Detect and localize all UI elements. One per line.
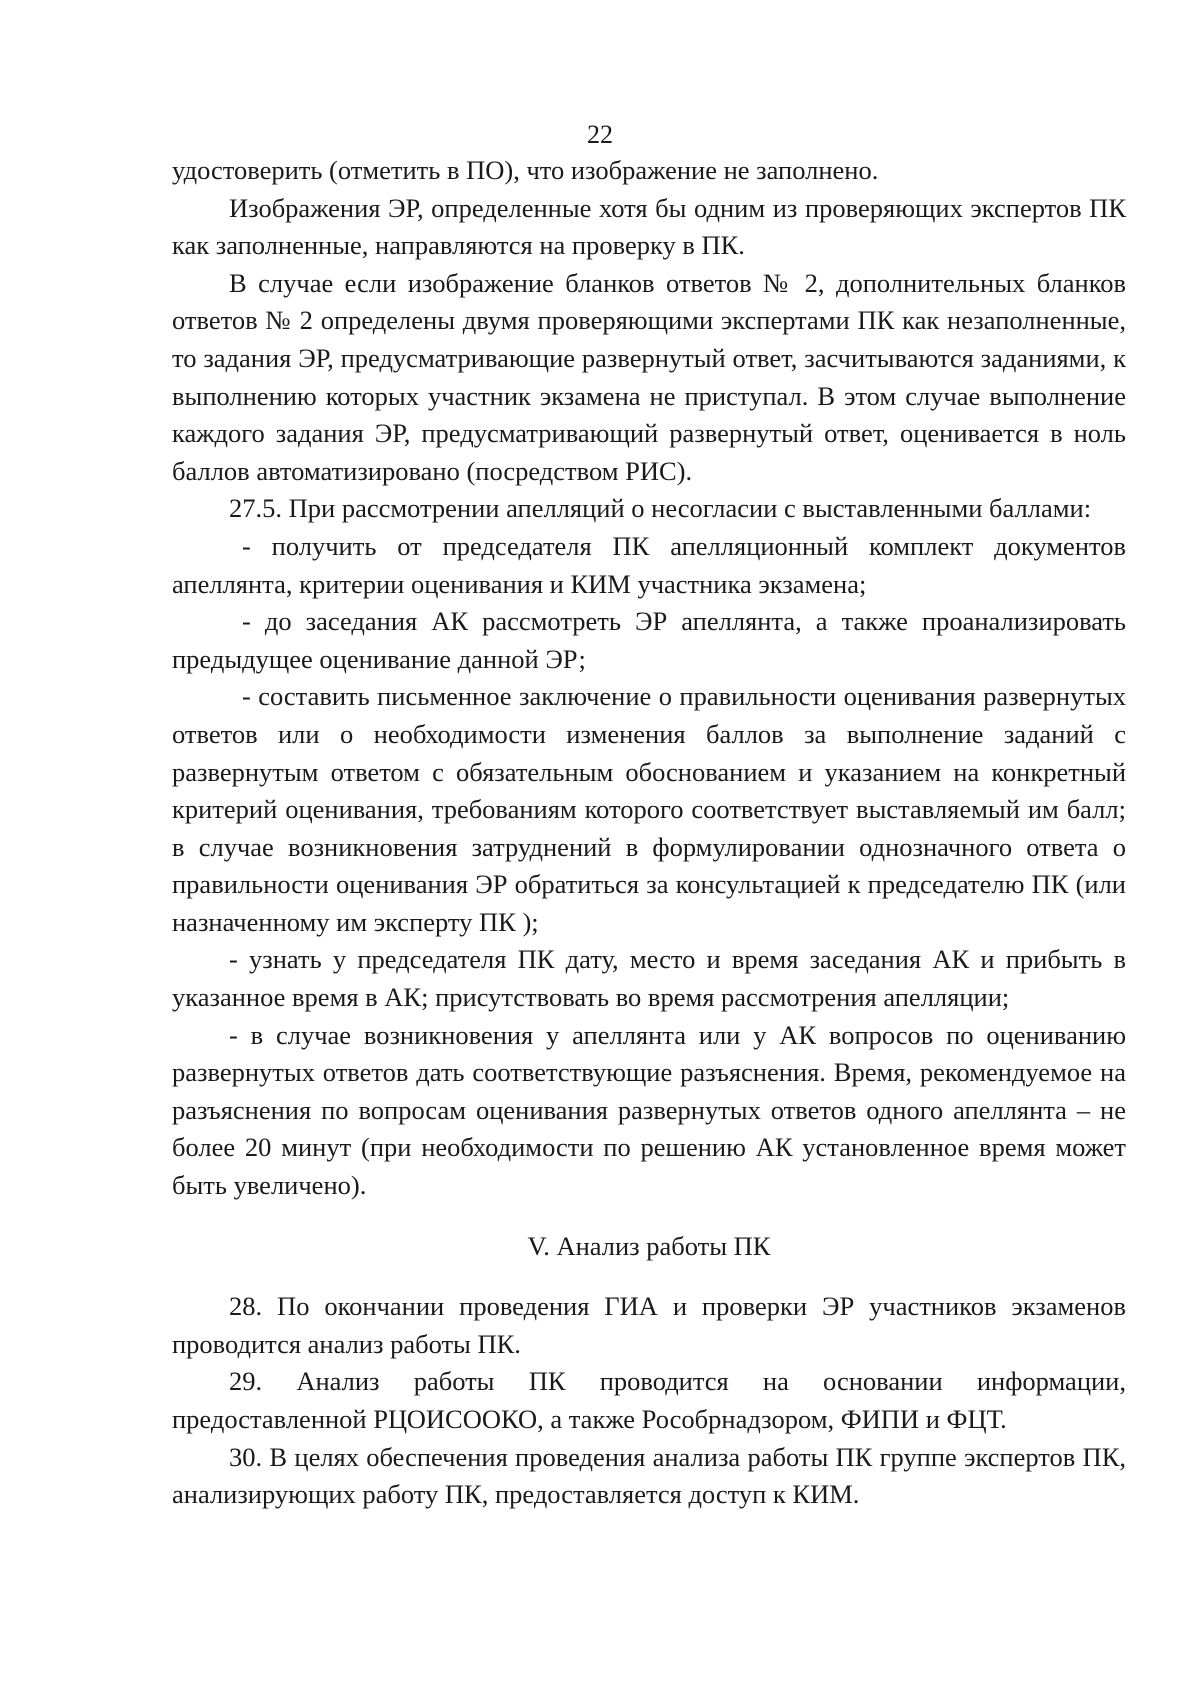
paragraph-30: 30. В целях обеспечения проведения анализа работы ПК группе экспертов ПК, анализирующих работу ПК, предоставляется доступ к КИМ. xyxy=(172,1441,1126,1510)
list-item-explanations: - в случае возникновения у апеллянта или у АК вопросов по оцениванию развернутых ответов дать соответствующие разъяснения. Время, рекомендуемое на разъяснения по вопросам оценивания развернутых ответов одного апеллянта – не более 20 минут (при необходимости по решению АК установленное время может быть увеличено). xyxy=(172,1019,1126,1201)
document-body xyxy=(172,152,1126,1514)
list-item-meeting-date: - узнать у председателя ПК дату, место и время заседания АК и прибыть в указанное время в АК; присутствовать во время рассмотрения апелляции; xyxy=(172,944,1126,1013)
paragraph-28: 28. По окончании проведения ГИА и проверки ЭР участников экзаменов проводится анализ работы ПК. xyxy=(172,1291,1126,1359)
list-item-receive-documents: - получить от председателя ПК апелляционный комплект документов апеллянта, критерии оценивания и КИМ участника экзамена; xyxy=(172,530,1126,599)
paragraph-unfilled-forms: В случае если изображение бланков ответов № 2, дополнительных бланков ответов № 2 определены двумя проверяющими экспертами ПК как незаполненные, то задания ЭР, предусматривающие развернутый ответ, засчитываются заданиями, к выполнению которых участник экзамена не приступал. В этом случае выполнение каждого задания ЭР, предусматривающий развернутый ответ, оценивается в ноль баллов автоматизировано (посредством РИС). xyxy=(172,267,1126,486)
list-item-review-work: - до заседания АК рассмотреть ЭР апеллянта, а также проанализировать предыдущее оценивание данной ЭР; xyxy=(172,606,1126,674)
paragraph-intro-continuation: удостоверить (отметить в ПО), что изображение не заполнено. xyxy=(172,155,879,185)
paragraph-filled-images: Изображения ЭР, определенные хотя бы одним из проверяющих экспертов ПК как заполненные, направляются на проверку в ПК. xyxy=(172,192,1126,261)
section-heading: V. Анализ работы ПК xyxy=(527,1230,771,1261)
list-item-written-conclusion: - составить письменное заключение о правильности оценивания развернутых ответов или о необходимости изменения баллов за выполнение заданий с развернутым ответом с обязательным обоснованием и указанием на конкретный критерий оценивания, требованиям которого соответствует выставляемый им балл; в случае возникновения затруднений в формулировании однозначного ответа о правильности оценивания ЭР обратиться за консультацией к председателю ПК (или назначенному им эксперту ПК ); xyxy=(172,681,1126,937)
page-number: 22 xyxy=(587,120,613,149)
paragraph-appeals-27-5: 27.5. При рассмотрении апелляций о несогласии с выставленными баллами: xyxy=(229,493,1092,524)
paragraph-29: 29. Анализ работы ПК проводится на основании информации, предоставленной РЦОИСООКО, а также Рособрнадзором, ФИПИ и ФЦТ. xyxy=(172,1366,1126,1434)
